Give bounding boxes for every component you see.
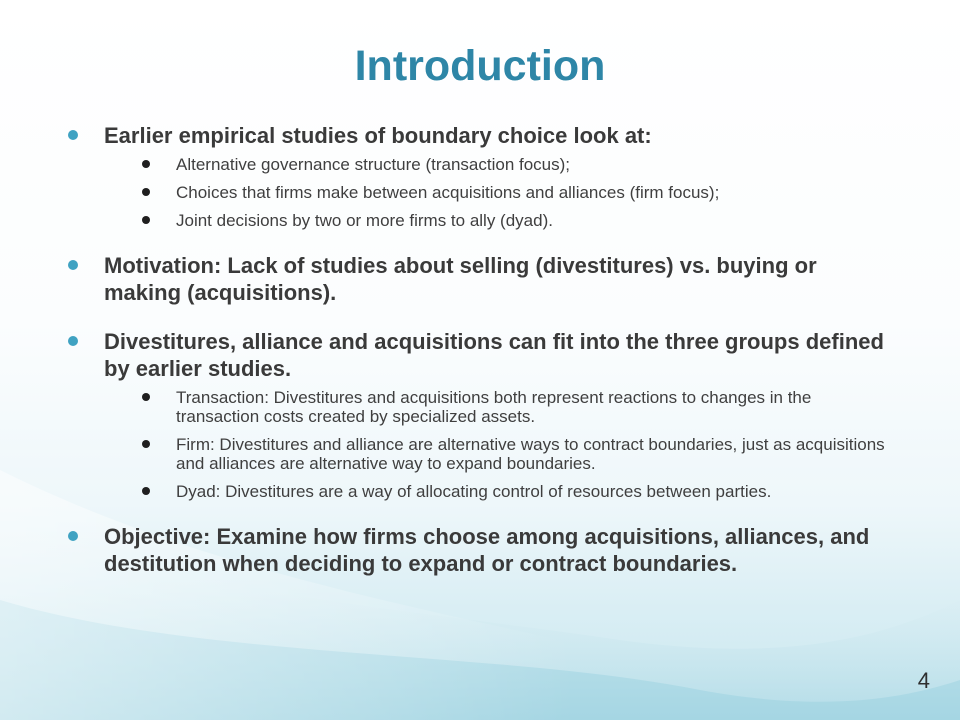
bullet-dot-icon — [68, 260, 78, 270]
sub-bullet-text: Joint decisions by two or more firms to ally (dyad). — [176, 211, 553, 230]
sub-bullet-text: Alternative governance structure (transaction focus); — [176, 155, 571, 174]
sub-bullet-item — [140, 155, 888, 174]
sub-bullet-text: Transaction: Divestitures and acquisitions both represent reactions to changes in the transaction costs created by specialized assets. — [176, 388, 812, 426]
sub-bullet-item — [140, 482, 888, 501]
bullet-list — [68, 118, 888, 577]
bullet-text: Motivation: Lack of studies about selling (divestitures) vs. buying or making (acquisitions). — [104, 253, 817, 305]
sub-bullet-dot-icon — [142, 160, 150, 168]
sub-bullet-dot-icon — [142, 216, 150, 224]
sub-bullet-item — [140, 183, 888, 202]
sub-bullet-text: Choices that firms make between acquisitions and alliances (firm focus); — [176, 183, 720, 202]
sub-bullet-dot-icon — [142, 393, 150, 401]
sub-bullet-text: Dyad: Divestitures are a way of allocating control of resources between parties. — [176, 482, 772, 501]
bullet-item — [68, 252, 888, 306]
sub-bullet-dot-icon — [142, 440, 150, 448]
sub-bullet-dot-icon — [142, 188, 150, 196]
sub-bullet-list — [104, 155, 888, 230]
bullet-dot-icon — [68, 130, 78, 140]
bullet-dot-icon — [68, 531, 78, 541]
bullet-text: Divestitures, alliance and acquisitions can fit into the three groups defined by earlier studies. — [104, 329, 884, 381]
bullet-item — [68, 122, 888, 230]
page-number: 4 — [917, 668, 930, 693]
sub-bullet-list — [104, 388, 888, 501]
sub-bullet-item — [140, 211, 888, 230]
bullet-dot-icon — [68, 336, 78, 346]
sub-bullet-dot-icon — [142, 487, 150, 495]
bullet-text: Earlier empirical studies of boundary choice look at: — [104, 123, 652, 148]
sub-bullet-text: Firm: Divestitures and alliance are alternative ways to contract boundaries, just as acquisitions and alliances are alternative way to expand boundaries. — [176, 435, 885, 473]
bullet-item — [68, 328, 888, 501]
slide-title: Introduction — [354, 42, 606, 90]
sub-bullet-item — [140, 388, 888, 426]
sub-bullet-item — [140, 435, 888, 473]
bullet-item — [68, 523, 888, 577]
bullet-text: Objective: Examine how firms choose among acquisitions, alliances, and destitution when deciding to expand or contract boundaries. — [104, 524, 870, 576]
